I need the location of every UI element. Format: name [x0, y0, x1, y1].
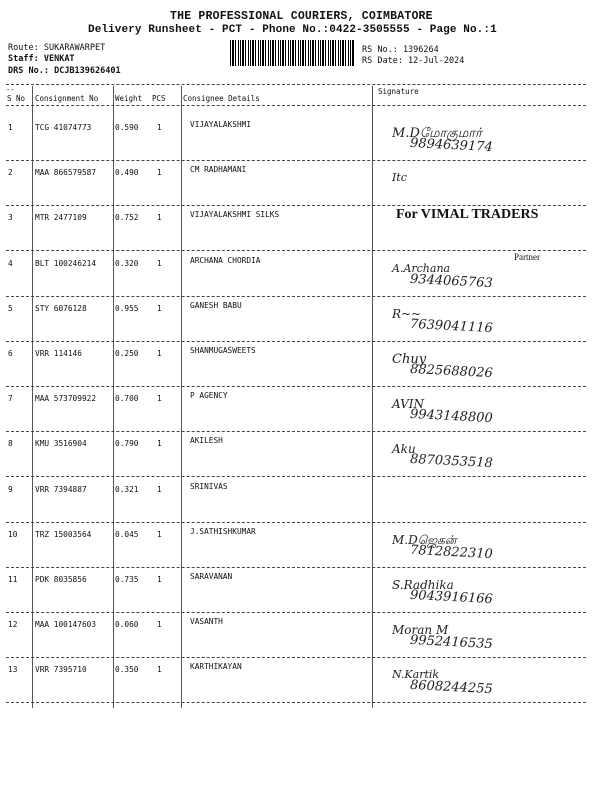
row-consignee: VIJAYALAKSHMI	[190, 120, 252, 129]
row-divider	[6, 386, 586, 387]
row-divider	[6, 702, 586, 703]
column-divider	[32, 86, 33, 708]
row-weight: 0.590	[115, 123, 139, 132]
row-consignee: CM RADHAMANI	[190, 165, 247, 175]
row-pcs: 1	[157, 439, 162, 449]
route-value: SUKARAWARPET	[43, 43, 106, 53]
row-signature-phone: 8608244255	[409, 678, 494, 698]
row-sno: 9	[8, 484, 13, 494]
tick-mark: --	[6, 86, 15, 94]
col-header-consignment: Consignment No	[35, 94, 99, 103]
row-signature: Aku	[392, 442, 416, 457]
row-pcs: 1	[157, 168, 162, 178]
row-pcs: 1	[157, 665, 162, 675]
row-signature: M.Dமோகுமார்	[392, 126, 482, 141]
row-consignment-no: VRR 7394887	[35, 484, 87, 494]
route-label: Route:	[8, 43, 39, 53]
row-signature: Chuy	[392, 352, 427, 367]
row-divider	[6, 567, 586, 568]
row-signature: N.Kartik	[392, 668, 440, 682]
row-consignee: SARAVANAN	[190, 572, 233, 581]
row-signature: S.Radhika	[392, 578, 454, 592]
row-signature-phone: 7812822310	[409, 542, 494, 562]
row-signature-phone: 9943148800	[409, 407, 494, 427]
row-divider	[6, 431, 586, 432]
row-consignment-no: MAA 866579587	[35, 168, 97, 178]
runsheet-subtitle: Delivery Runsheet - PCT - Phone No.:0422-3505555 - Page No.:1	[88, 24, 497, 36]
row-sno: 4	[8, 258, 13, 268]
row-weight: 0.045	[115, 529, 139, 539]
col-header-weight: Weight	[115, 94, 143, 103]
row-pcs: 1	[157, 575, 162, 584]
row-weight: 0.735	[115, 575, 139, 584]
row-divider	[6, 341, 586, 342]
row-pcs: 1	[157, 213, 162, 223]
row-signature-phone: 9894639174	[409, 135, 494, 156]
row-weight: 0.700	[115, 394, 139, 404]
row-consignee: VASANTH	[190, 617, 223, 627]
row-sno: 1	[8, 123, 13, 132]
row-signature: AVIN	[392, 397, 424, 412]
row-weight: 0.790	[115, 439, 139, 449]
row-signature-phone: 7639041116	[409, 316, 494, 336]
row-pcs: 1	[157, 123, 162, 132]
row-divider	[6, 296, 586, 297]
row-consignment-no: VRR 114146	[35, 349, 82, 358]
row-sno: 13	[8, 665, 18, 675]
row-consignment-no: MAA 573709922	[35, 394, 97, 404]
row-consignment-no: STY 6076128	[35, 303, 87, 313]
row-consignment-no: TCG 41074773	[35, 123, 92, 132]
row-consignment-no: MTR 2477109	[35, 213, 87, 223]
row-consignment-no: PDK 8035856	[35, 575, 87, 584]
staff-row	[8, 54, 75, 64]
row-consignee: P AGENCY	[190, 391, 228, 401]
row-sno: 6	[8, 349, 13, 358]
row-consignee: KARTHIKAYAN	[190, 662, 242, 672]
row-consignment-no: KMU 3516904	[35, 439, 87, 449]
row-divider	[6, 250, 586, 251]
row-sno: 8	[8, 439, 13, 449]
column-divider	[113, 86, 114, 708]
row-signature-phone: 9043916166	[409, 587, 494, 608]
col-header-consignee: Consignee Details	[183, 94, 260, 103]
row-weight: 0.350	[115, 665, 139, 675]
row-signature: R~~	[392, 306, 422, 321]
row-consignee: ARCHANA CHORDIA	[190, 255, 261, 265]
drs-value: DCJB139626401	[54, 66, 121, 76]
row-consignment-no: VRR 7395710	[35, 665, 87, 675]
row-weight: 0.320	[115, 258, 139, 268]
row-sno: 11	[8, 575, 18, 584]
row-pcs: 1	[157, 394, 162, 404]
row-signature: M.Dஜெகன்	[392, 532, 457, 547]
row-consignee: GANESH BABU	[190, 300, 242, 310]
row-pcs: 1	[157, 484, 162, 494]
staff-label: Staff:	[8, 54, 39, 64]
col-header-pcs: PCS	[152, 94, 166, 103]
row-sno: 12	[8, 620, 18, 630]
row-divider	[6, 160, 586, 161]
row-consignment-no: BLT 100246214	[35, 258, 97, 268]
stamp-partner-label: Partner	[514, 252, 540, 262]
row-sno: 2	[8, 168, 13, 178]
header-divider	[6, 84, 586, 85]
row-consignee: J.SATHISHKUMAR	[190, 526, 256, 536]
company-stamp: For VIMAL TRADERS	[396, 207, 539, 222]
row-sno: 10	[8, 529, 18, 539]
row-sno: 5	[8, 303, 13, 313]
row-signature-phone: 8870353518	[409, 452, 494, 472]
row-signature-phone: 8825688026	[409, 361, 494, 382]
row-signature: Moran M	[392, 623, 449, 638]
staff-value: VENKAT	[43, 54, 75, 64]
row-weight: 0.490	[115, 168, 139, 178]
row-signature-phone: 9952416535	[409, 633, 494, 653]
row-weight: 0.321	[115, 484, 139, 494]
row-divider	[6, 612, 586, 613]
row-signature: A.Archana	[392, 261, 451, 275]
rs-date: RS Date: 12-Jul-2024	[362, 56, 465, 66]
row-pcs: 1	[157, 620, 162, 630]
drs-label: DRS No.:	[8, 66, 49, 76]
company-title: THE PROFESSIONAL COURIERS, COIMBATORE	[170, 10, 433, 23]
row-pcs: 1	[157, 349, 162, 358]
row-weight: 0.752	[115, 213, 139, 223]
row-pcs: 1	[157, 303, 162, 313]
row-divider	[6, 105, 586, 106]
row-sno: 7	[8, 394, 13, 404]
row-consignment-no: MAA 100147603	[35, 620, 97, 630]
rs-number: RS No.: 1396264	[362, 45, 439, 55]
row-consignee: VIJAYALAKSHMI SILKS	[190, 210, 280, 220]
row-divider	[6, 657, 586, 658]
row-consignee: SRINIVAS	[190, 481, 228, 491]
row-pcs: 1	[157, 258, 162, 268]
row-sno: 3	[8, 213, 13, 223]
col-header-signature: Signature	[378, 87, 419, 96]
row-weight: 0.250	[115, 349, 139, 358]
row-consignee: AKILESH	[190, 436, 223, 446]
row-divider	[6, 522, 586, 523]
row-weight: 0.060	[115, 620, 139, 630]
row-pcs: 1	[157, 529, 162, 539]
row-signature-phone: 9344065763	[409, 271, 494, 291]
route-row	[8, 43, 105, 53]
barcode-image	[230, 40, 354, 66]
drs-row	[8, 66, 121, 76]
row-divider	[6, 476, 586, 477]
column-divider	[372, 86, 373, 708]
row-consignment-no: TRZ 15003564	[35, 529, 92, 539]
column-divider	[181, 86, 182, 708]
row-consignee: SHANMUGASWEETS	[190, 346, 256, 355]
row-weight: 0.955	[115, 303, 139, 313]
row-signature: Itc	[392, 171, 407, 185]
col-header-sno: S No	[7, 94, 26, 103]
